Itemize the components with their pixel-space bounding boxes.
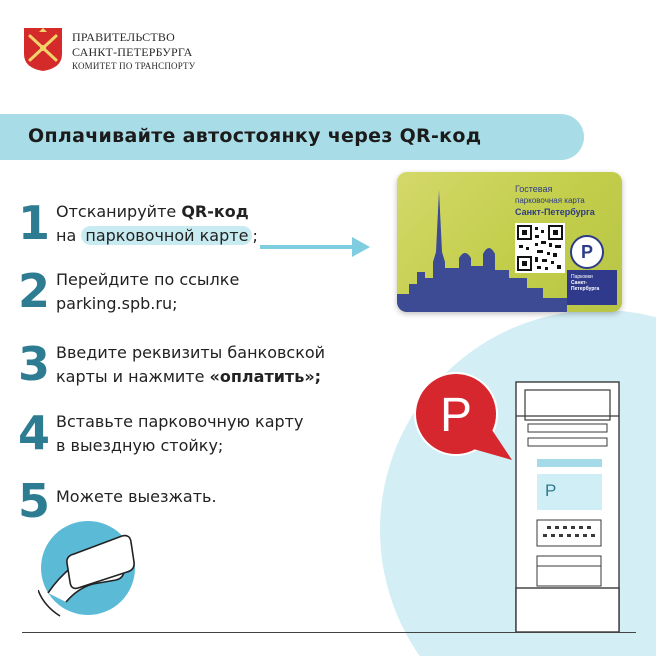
parking-badge-icon xyxy=(408,368,516,464)
step-text-part: ; xyxy=(172,294,178,313)
kiosk-parking-symbol: P xyxy=(545,481,557,500)
arrow-right-icon xyxy=(260,232,372,262)
highlighted-text: парковочной карте xyxy=(81,226,252,245)
step-text-part: Можете выезжать. xyxy=(56,487,217,506)
step-number: 5 xyxy=(18,474,51,528)
card-box-line-3: Петербурга xyxy=(571,286,600,292)
kiosk-drawing xyxy=(513,380,625,636)
ground-line xyxy=(22,632,636,633)
step-number: 2 xyxy=(18,264,51,318)
qr-code-text: QR-код xyxy=(181,202,249,221)
hand-card-icon xyxy=(38,518,138,618)
org-line-1: ПРАВИТЕЛЬСТВО xyxy=(72,30,175,44)
step-text-part: Отсканируйте xyxy=(56,202,182,221)
card-title-3: Санкт-Петербурга xyxy=(515,207,595,217)
spb-coat-of-arms-icon xyxy=(22,26,64,72)
step-text xyxy=(56,410,303,458)
step-text xyxy=(56,268,239,316)
card-box-line-1: Парковки xyxy=(571,274,593,280)
card-box-line-2: Санкт- xyxy=(571,280,588,286)
card-title-2: парковочная карта xyxy=(515,196,585,205)
parking-symbol: P xyxy=(570,235,604,269)
step-text-part: карты и нажмите xyxy=(56,367,210,386)
organization-name xyxy=(72,30,195,73)
exit-kiosk xyxy=(513,380,625,636)
step-text xyxy=(56,341,325,389)
card-label-box xyxy=(567,270,617,305)
step-text-part: ; xyxy=(252,226,258,245)
title-banner xyxy=(0,114,584,160)
step-number: 1 xyxy=(18,196,51,250)
org-line-2: САНКТ-ПЕТЕРБУРГА xyxy=(72,45,193,59)
step-text xyxy=(56,200,258,248)
card-title-1: Гостевая xyxy=(515,184,553,194)
header xyxy=(22,26,195,73)
step-text-part: на xyxy=(56,226,82,245)
step-text-part: Вставьте парковочную карту xyxy=(56,412,304,431)
step-text-part: Введите реквизиты банковской xyxy=(56,343,326,362)
qr-code-icon xyxy=(515,223,565,273)
page-title: Оплачивайте автостоянку через QR-код xyxy=(28,125,482,147)
parking-card xyxy=(397,172,622,312)
pay-button-text: «оплатить»; xyxy=(209,367,322,386)
badge-symbol: P xyxy=(439,389,473,442)
parking-link[interactable]: parking.spb.ru xyxy=(56,294,173,313)
step-number: 3 xyxy=(18,337,51,391)
step-text xyxy=(56,485,217,509)
step-number: 4 xyxy=(18,406,51,460)
org-line-3: КОМИТЕТ ПО ТРАНСПОРТУ xyxy=(72,61,196,71)
step-text-part: в выездную стойку; xyxy=(56,436,224,455)
step-text-part: Перейдите по ссылке xyxy=(56,270,240,289)
